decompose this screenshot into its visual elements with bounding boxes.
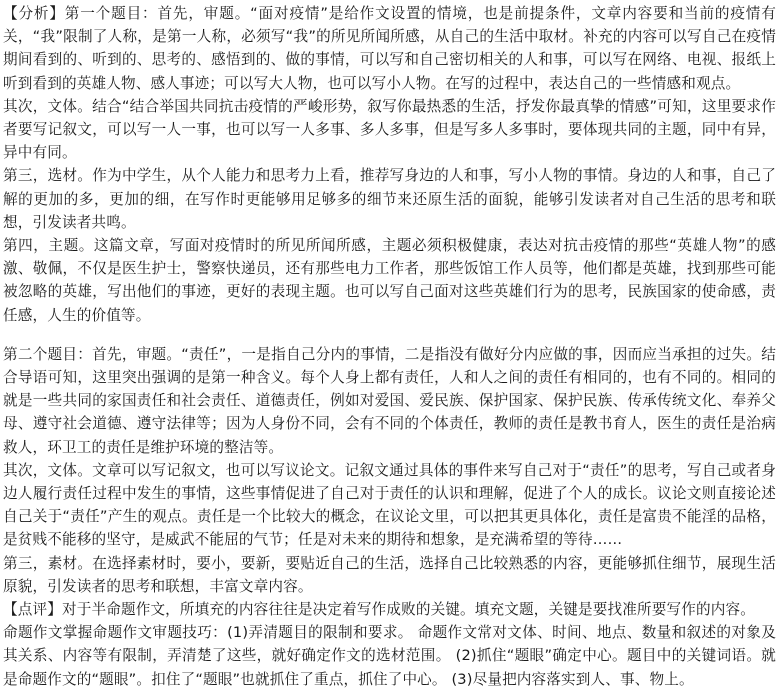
paragraph-topic1-genre: 其次，文体。结合“结合举国共同抗击疫情的严峻形势，叙写你最热悉的生活，抒发你最真挚的情感”可知，这里要求作者要写记叙文，可以写一人一事，也可以写一人多事、多人多事，但是写多人多事时，要体现共同的主题，同中有异，异中有同。	[3, 97, 776, 162]
paragraph-analysis-topic1-title: 【分析】第一个题目：首先，审题。“面对疫情”是给作文设置的情境，也是前提条件，文章内容要和当前的疫情有关，“我”限制了人称，是第一人称，必须写“我”的所见所闻所感，从自己的生活中取材。补充的内容可以写自己在疫情期间看到的、听到的、思考的、感悟到的、做的事情，可以写和自己密切相关的人和事，可以写在网络、电视、报纸上听到看到的英雄人物、感人事迹；可以写大人物，也可以写小人物。在写的过程中，表达自己的一些情感和观点。	[3, 5, 776, 92]
paragraph-comment: 【点评】对于半命题作文，所填充的内容往往是决定着写作成败的关键。填充文题，关键是要找准所要写作的内容。	[3, 601, 755, 619]
paragraph-topic1-material: 第三，选材。作为中学生，从个人能力和思考力上看，推荐写身边的人和事，写小人物的事情。身边的人和事，自己了解的更加的多，更加的细，在写作时更能够用足够多的细节来还原生活的面貌，能够引发读者对自己生活的思考和联想，引发读者共鸣。	[3, 167, 776, 231]
section-spacer	[3, 327, 776, 343]
paragraph-topic2-title: 第二个题目：首先，审题。“责任”，一是指自己分内的事情，二是指没有做好分内应做的事，因而应当承担的过失。结合导语可知，这里突出强调的是第一种含义。每个人身上都有责任，人和人之间的责任有相同的，也有不同的。相同的就是一些共同的家国责任和社会责任、道德责任，例如对爱国、爱民族、保护国家、保护民族、传承传统文化、奉养父母、遵守社会道德、遵守法律等；因为人身份不同，会有不同的个体责任，教师的责任是教书育人，医生的责任是治病救人，环卫工的责任是维护环境的整洁等。	[3, 345, 776, 456]
paragraph-skills: 命题作文掌握命题作文审题技巧：(1)弄清题目的限制和要求。 命题作文常对文体、时间、地点、数量和叙述的对象及其关系、内容等有限制，弄清楚了这些，就好确定作文的选材范围。 (2)抓住“题眼”确定中心。题目中的关键词语。就是命题作文的“题眼”。扣住了“题眼”也就抓住了重点，抓住了中心。 (3)尽量把内容落实到人、事、物上。	[3, 624, 776, 688]
paragraph-topic1-theme: 第四，主题。这篇文章，写面对疫情时的所见所闻所感，主题必须积极健康，表达对抗击疫情的那些“英雄人物”的感激、敬佩，不仅是医生护士，警察快递员，还有那些电力工作者，那些饭馆工作人员等，他们都是英雄，找到那些可能被忽略的英雄，写出他们的事迹，更好的表现主题。也可以写自己面对这些英雄们行为的思考，民族国家的使命感，责任感，人生的价值等。	[3, 237, 776, 324]
paragraph-topic2-material: 第三，素材。在选择素材时，要小，要新，要贴近自己的生活，选择自己比较熟悉的内容，更能够抓住细节，展现生活原貌，引发读者的思考和联想，丰富文章内容。	[3, 554, 776, 595]
paragraph-topic2-genre: 其次，文体。文章可以写记叙文，也可以写议论文。记叙文通过具体的事件来写自己对于“责任”的思考，写自己或者身边人履行责任过程中发生的事情，这些事情促进了自己对于责任的认识和理解，促进了个人的成长。议论文则直接论述自己关于“责任”产生的观点。责任是一个比较大的概念，在议论文里，可以把其更具体化，责任是富贵不能淫的品格，是贫贱不能移的坚守，是威武不能屈的气节；任是对未来的期待和想象，是充满希望的等待……	[3, 461, 776, 549]
